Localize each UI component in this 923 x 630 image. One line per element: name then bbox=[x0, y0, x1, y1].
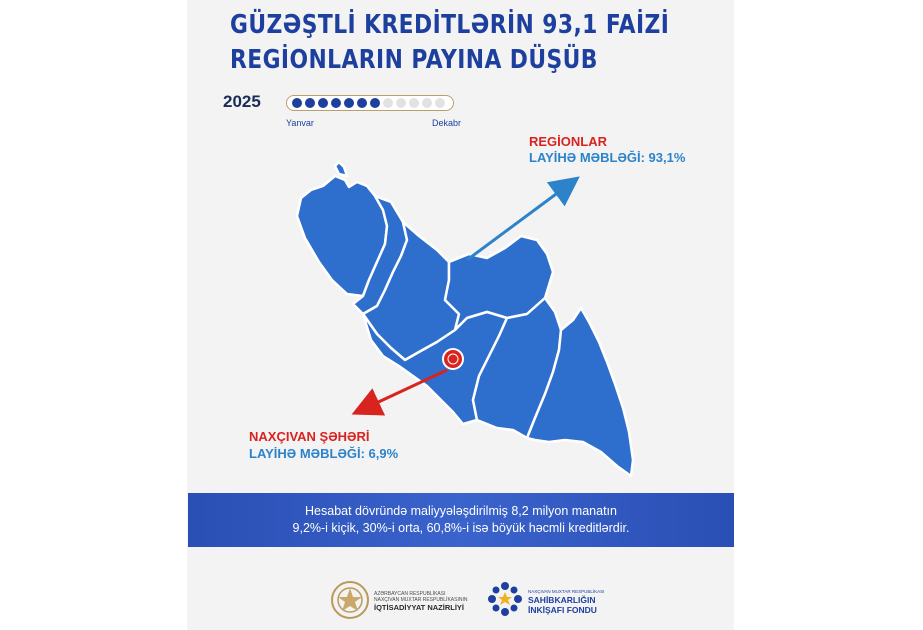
summary-line-1: Hesabat dövründə maliyyələşdirilmiş 8,2 milyon manatın bbox=[305, 504, 617, 518]
infographic-poster bbox=[187, 0, 734, 630]
fund-logo-line-3: İNKİŞAFI FONDU bbox=[528, 605, 597, 615]
headline-line-1: GÜZƏŞTLİ KREDİTLƏRİN 93,1 FAİZİ bbox=[230, 10, 670, 40]
fund-star-icon bbox=[486, 580, 524, 618]
fund-logo-line-1: NAXÇIVAN MUXTAR RESPUBLİKASI bbox=[528, 589, 605, 594]
regions-share-value: LAYİHƏ MƏBLƏĞİ: 93,1% bbox=[529, 150, 686, 165]
city-share-value: LAYİHƏ MƏBLƏĞİ: 6,9% bbox=[249, 446, 399, 461]
summary-banner bbox=[188, 493, 734, 547]
ministry-emblem-icon bbox=[330, 580, 370, 620]
progress-start-month: Yanvar bbox=[286, 118, 314, 128]
headline-line-2: REGİONLARIN PAYINA DÜŞÜB bbox=[230, 45, 598, 75]
map-north-tip bbox=[335, 162, 347, 176]
summary-line-2: 9,2%-i kiçik, 30%-i orta, 60,8%-i isə böyük həcmli kreditlərdir. bbox=[292, 521, 630, 535]
naxcivan-city-marker bbox=[442, 348, 464, 370]
city-label: NAXÇIVAN ŞƏHƏRİ bbox=[249, 429, 370, 444]
regions-label: REGİONLAR bbox=[529, 134, 607, 149]
fund-logo-line-2: SAHİBKARLIĞIN bbox=[528, 595, 596, 605]
ministry-logo-line-1: AZƏRBAYCAN RESPUBLİKASI bbox=[374, 591, 446, 597]
progress-end-month: Dekabr bbox=[432, 118, 462, 128]
ministry-logo-line-2: NAXÇIVAN MUXTAR RESPUBLİKASININ bbox=[374, 597, 468, 603]
report-year: 2025 bbox=[223, 92, 261, 111]
ministry-logo-line-3: İQTİSADİYYAT NAZİRLİYİ bbox=[374, 603, 465, 612]
